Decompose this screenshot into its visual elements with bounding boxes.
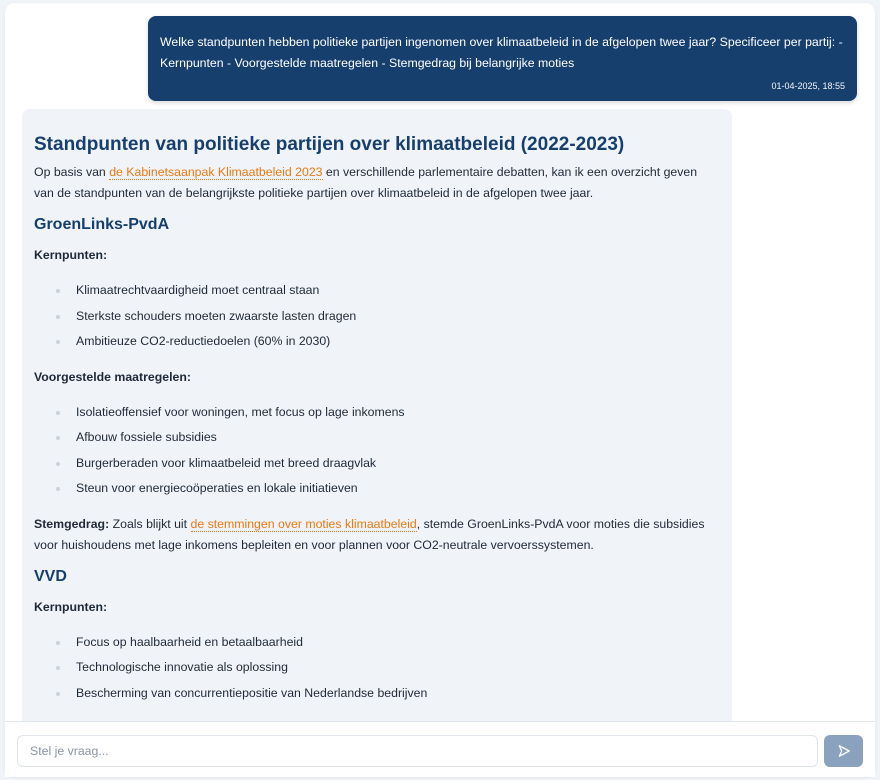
response-title: Standpunten van politieke partijen over klimaatbeleid (2022-2023) xyxy=(34,134,625,155)
list-item: Ambitieuze CO2-reductiedoelen (60% in 2030) xyxy=(56,329,720,355)
maatregelen-label: Voorgestelde maatregelen: xyxy=(34,369,191,384)
stemmingen-link[interactable]: de stemmingen over moties klimaatbeleid xyxy=(190,516,417,531)
bullet-icon xyxy=(56,462,60,466)
stemgedrag-paragraph: Stemgedrag: Zoals blijkt uit de stemmingen over moties klimaatbeleid, stemde GroenLinks-PvdA voor moties die subsidies voor huishoudens met lage inkomens bepleiten en voor plannen voor CO2-neutrale vervoerssystemen. xyxy=(34,516,705,552)
list-item: Isolatieoffensief voor woningen, met focus op lage inkomens xyxy=(56,400,720,426)
bullet-icon xyxy=(56,411,60,415)
list-item: Bescherming van concurrentiepositie van Nederlandse bedrijven xyxy=(56,681,720,707)
bullet-icon xyxy=(56,340,60,344)
list-item: Burgerberaden voor klimaatbeleid met breed draagvlak xyxy=(56,451,720,477)
bullet-icon xyxy=(56,666,60,670)
message-timestamp: 01-04-2025, 18:55 xyxy=(771,81,845,91)
list-item: Afbouw fossiele subsidies xyxy=(56,425,720,451)
bullet-icon xyxy=(56,289,60,293)
list-item: Sterkste schouders moeten zwaarste lasten dragen xyxy=(56,304,720,330)
bullet-icon xyxy=(56,692,60,696)
user-message xyxy=(148,16,857,101)
intro-paragraph xyxy=(34,162,720,204)
list-item: Klimaatrechtvaardigheid moet centraal staan xyxy=(56,278,720,304)
party-heading-groenlinks-pvda: GroenLinks-PvdA xyxy=(34,216,170,233)
kernpunten-list xyxy=(34,630,720,707)
party-heading-vvd: VVD xyxy=(34,567,67,585)
intro-text: Op basis van xyxy=(34,165,110,179)
chat-window xyxy=(5,3,875,777)
maatregelen-list xyxy=(34,400,720,502)
send-icon xyxy=(837,744,851,758)
intro-text-cont: en verschillende parlementaire debatten, kan ik een overzicht geven van de standpunten van de belangrijkste politieke partijen over klimaatbeleid in de afgelopen twee jaar. xyxy=(34,165,698,200)
bullet-icon xyxy=(56,641,60,645)
message-list[interactable] xyxy=(5,3,875,721)
stemgedrag-label: Stemgedrag: xyxy=(34,516,110,531)
bullet-icon xyxy=(56,436,60,440)
list-item: Technologische innovatie als oplossing xyxy=(56,655,720,681)
question-input[interactable] xyxy=(17,735,818,767)
kernpunten-label: Kernpunten: xyxy=(34,599,108,614)
user-message-text: Welke standpunten hebben politieke partijen ingenomen over klimaatbeleid in de afgelopen twee jaar? Specificeer per partij: - Kernpunten - Voorgestelde maatregelen - Stemgedrag bij belangrijke moties xyxy=(160,35,843,70)
kabinetsaanpak-link[interactable]: de Kabinetsaanpak Klimaatbeleid 2023 xyxy=(109,165,323,179)
send-button[interactable] xyxy=(824,735,863,767)
list-item: Focus op haalbaarheid en betaalbaarheid xyxy=(56,630,720,656)
input-bar xyxy=(5,721,875,777)
assistant-message xyxy=(22,109,732,749)
bullet-icon xyxy=(56,315,60,319)
bullet-icon xyxy=(56,487,60,491)
kernpunten-label: Kernpunten: xyxy=(34,248,108,262)
kernpunten-list xyxy=(34,278,720,355)
list-item: Steun voor energiecoöperaties en lokale initiatieven xyxy=(56,476,720,502)
